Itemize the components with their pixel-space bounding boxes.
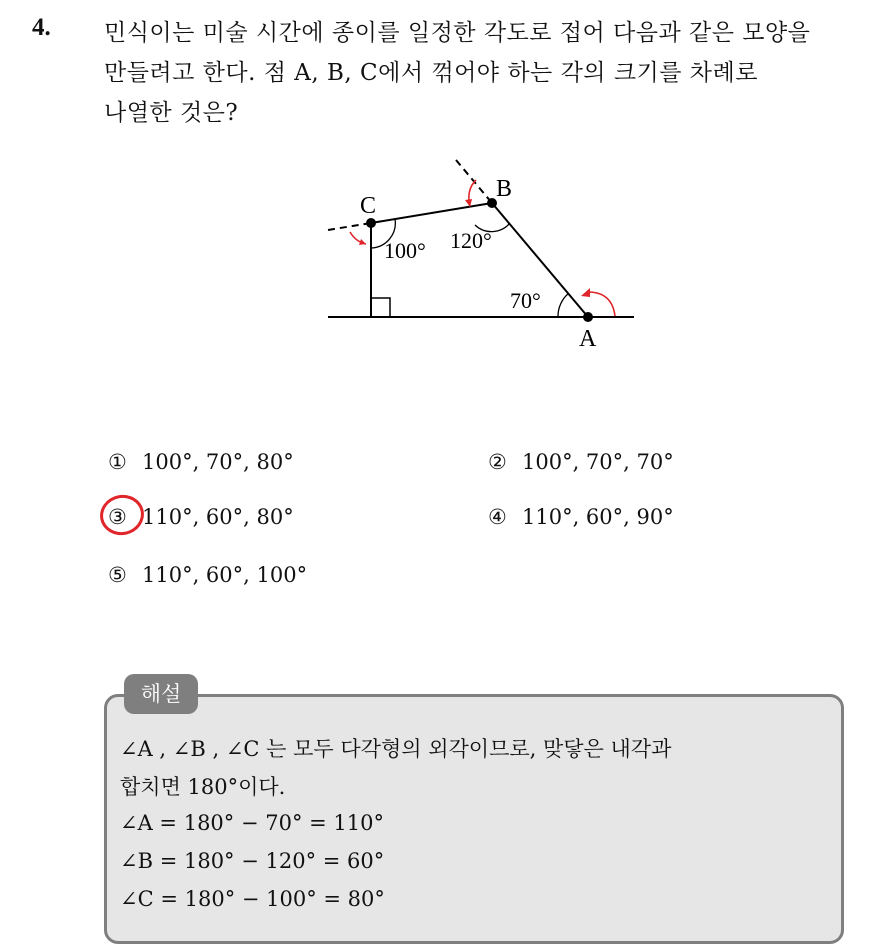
choice-mark: ①: [108, 450, 127, 474]
exterior-arrow-c: [359, 239, 366, 245]
question-line-1: 민식이는 미술 시간에 종이를 일정한 각도로 접어 다음과 같은 모양을: [104, 20, 811, 46]
choice-text: 110°, 60°, 90°: [522, 505, 674, 529]
label-b: B: [496, 176, 513, 202]
choice-text: 110°, 60°, 80°: [142, 505, 294, 529]
question-line-2: 만들려고 한다. 점 A, B, C에서 꺾어야 하는 각의 크기를 차례로: [104, 60, 758, 86]
question-line-3: 나열한 것은?: [104, 100, 239, 126]
point-a: [583, 312, 593, 322]
choice-4[interactable]: [488, 505, 674, 529]
choice-2[interactable]: [488, 450, 674, 474]
explanation-line-3: ∠A = 180° − 70° = 110°: [120, 811, 384, 835]
explanation-tab: 해설: [124, 674, 198, 714]
label-c: C: [360, 193, 377, 219]
explanation-line-4: ∠B = 180° − 120° = 60°: [120, 849, 385, 873]
explanation-line-2: 합치면 180°이다.: [120, 775, 286, 799]
choice-3[interactable]: [108, 505, 294, 529]
question-number: 4.: [32, 14, 51, 41]
exterior-arrow-a: [581, 288, 590, 297]
explanation-line-5: ∠C = 180° − 100° = 80°: [120, 887, 385, 911]
choice-text: 100°, 70°, 80°: [142, 450, 294, 474]
choice-mark: ④: [488, 505, 507, 529]
angle-label-b: 120°: [450, 228, 492, 253]
choice-mark: ②: [488, 450, 507, 474]
choice-mark: ③: [108, 505, 127, 529]
angle-label-a: 70°: [510, 288, 541, 313]
choice-5[interactable]: [108, 563, 307, 587]
exterior-arc-a: [588, 292, 615, 316]
label-a: A: [579, 326, 597, 352]
choice-mark: ⑤: [108, 563, 127, 587]
segment-cb: [371, 203, 492, 223]
explanation-line-1: ∠A , ∠B , ∠C 는 모두 다각형의 외각이므로, 맞닿은 내각과: [120, 737, 672, 761]
choice-1[interactable]: [108, 450, 294, 474]
folded-paper-figure: [320, 150, 650, 360]
right-angle-mark: [371, 298, 390, 317]
choice-text: 100°, 70°, 70°: [522, 450, 674, 474]
interior-arc-a: [558, 293, 569, 317]
point-c: [366, 218, 376, 228]
angle-label-c: 100°: [384, 238, 426, 263]
choice-text: 110°, 60°, 100°: [142, 563, 308, 587]
extension-c: [328, 223, 371, 230]
